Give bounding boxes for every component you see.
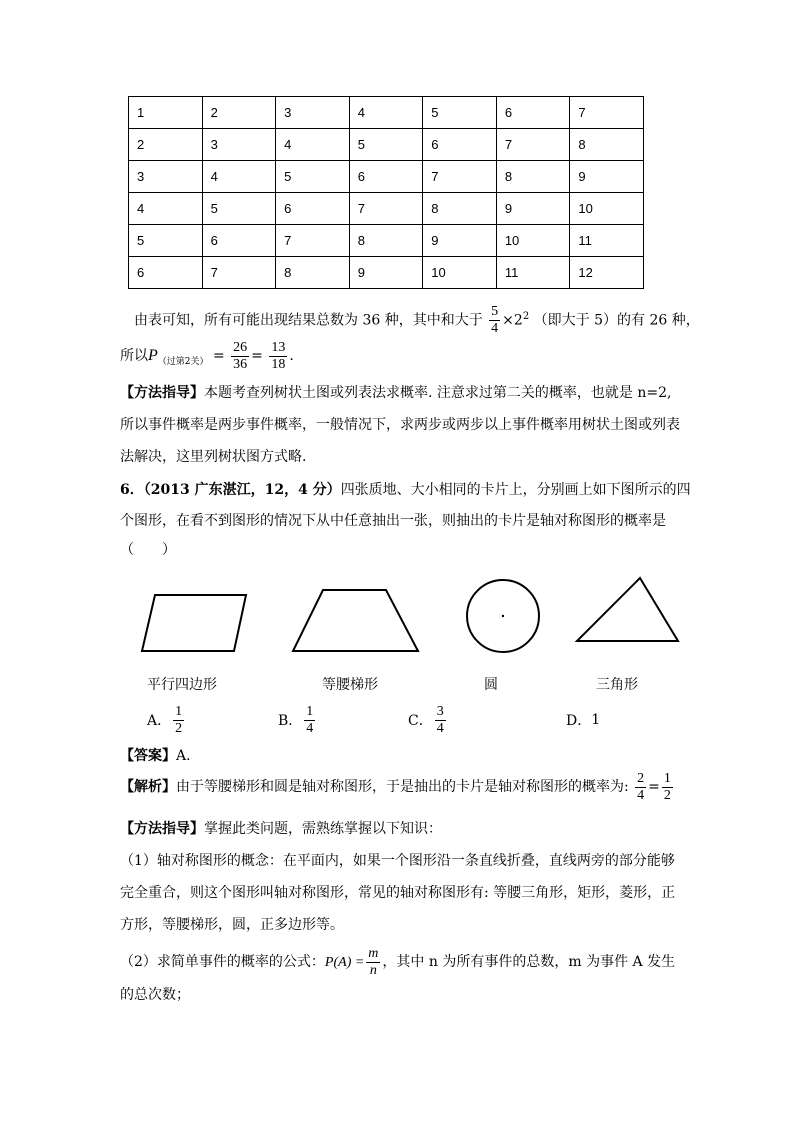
so-text: 所以 bbox=[120, 348, 148, 364]
table-cell: 7 bbox=[276, 225, 350, 257]
option-letter: B． bbox=[278, 713, 303, 729]
table-cell: 4 bbox=[349, 97, 423, 129]
method-p2-line-2: 的总次数； bbox=[120, 987, 190, 1003]
option-c[interactable] bbox=[408, 700, 448, 740]
table-cell: 5 bbox=[129, 225, 203, 257]
equals-sign: = bbox=[648, 779, 660, 795]
fraction-denominator: 4 bbox=[491, 321, 499, 337]
table-row bbox=[129, 129, 644, 161]
table-cell: 7 bbox=[202, 257, 276, 289]
table-cell: 11 bbox=[496, 257, 570, 289]
answer-line bbox=[120, 746, 191, 766]
table-cell: 4 bbox=[276, 129, 350, 161]
exponent: 2 bbox=[522, 311, 530, 322]
probability-line bbox=[120, 338, 294, 380]
table-cell: 8 bbox=[423, 193, 497, 225]
result-summary-line bbox=[134, 300, 700, 338]
table-cell: 3 bbox=[202, 129, 276, 161]
answer-value: A. bbox=[176, 748, 191, 764]
table-cell: 8 bbox=[276, 257, 350, 289]
table-cell: 10 bbox=[496, 225, 570, 257]
option-letter: A． bbox=[147, 713, 172, 729]
fraction-denominator: 36 bbox=[233, 356, 248, 372]
sum-table bbox=[128, 96, 644, 289]
equals-sign-2: = bbox=[251, 348, 263, 364]
table-cell: 8 bbox=[570, 129, 644, 161]
fraction-five-fourths bbox=[489, 304, 500, 337]
fraction-numerator: 1 bbox=[663, 770, 671, 786]
table-cell: 9 bbox=[496, 193, 570, 225]
table-row bbox=[129, 161, 644, 193]
fraction-denominator: n bbox=[369, 962, 377, 978]
table-cell: 7 bbox=[423, 161, 497, 193]
option-letter: C． bbox=[408, 713, 433, 729]
shapes-figure bbox=[0, 570, 794, 670]
trapezoid-shape bbox=[293, 590, 418, 651]
summary-text-a: 由表可知，所有可能出现结果总数为 36 种，其中和大于 bbox=[134, 312, 483, 329]
table-cell: 11 bbox=[570, 225, 644, 257]
fraction-numerator: 13 bbox=[271, 339, 286, 355]
option-value: 1 bbox=[591, 712, 601, 728]
table-cell: 9 bbox=[570, 161, 644, 193]
table-cell: 5 bbox=[276, 161, 350, 193]
method-text-1: 本题考查列树状土图或列表法求概率. 注意求过第二关的概率，也就是 n=2, bbox=[204, 385, 672, 401]
method-intro: 掌握此类问题，需熟练掌握以下知识： bbox=[204, 821, 442, 837]
question-source: （2013 广东湛江，12，4 分） bbox=[143, 482, 341, 498]
fraction-numerator: 2 bbox=[637, 770, 645, 786]
circle-center-dot bbox=[502, 615, 504, 617]
table-cell: 8 bbox=[349, 225, 423, 257]
question-6-line-2: 个图形，在看不到图形的情况下从中任意抽出一张，则抽出的卡片是轴对称图形的概率是 bbox=[120, 513, 666, 529]
table-cell: 6 bbox=[129, 257, 203, 289]
table-cell: 3 bbox=[129, 161, 203, 193]
question-text-1: 四张质地、大小相同的卡片上，分别画上如下图所示的四 bbox=[340, 482, 691, 498]
fraction-denominator: 2 bbox=[175, 720, 183, 736]
table-cell: 9 bbox=[349, 257, 423, 289]
label-parallelogram: 平行四边形 bbox=[147, 677, 217, 693]
table-cell: 7 bbox=[496, 129, 570, 161]
table-cell: 6 bbox=[276, 193, 350, 225]
table-row bbox=[129, 97, 644, 129]
option-letter: D． bbox=[566, 713, 592, 729]
table-cell: 6 bbox=[349, 161, 423, 193]
analysis-text: 由于等腰梯形和圆是轴对称图形，于是抽出的卡片是轴对称图形的概率为: bbox=[176, 779, 629, 795]
method-intro-line bbox=[120, 819, 442, 839]
prev-method-line-2: 所以事件概率是两步事件概率，一般情况下，求两步或两步以上事件概率用树状土图或列表 bbox=[120, 417, 680, 433]
p-symbol: P bbox=[148, 347, 158, 364]
method-tag: 【方法指导】 bbox=[120, 821, 204, 837]
option-fraction bbox=[304, 704, 315, 737]
method-p1-line-1: （1）轴对称图形的概念：在平面内，如果一个图形沿一条直线折叠，直线两旁的部分能够 bbox=[120, 853, 675, 869]
method-p2-text-a: （2）求简单事件的概率的公式： bbox=[120, 954, 325, 970]
fraction-13-18 bbox=[269, 340, 287, 373]
label-circle: 圆 bbox=[484, 677, 498, 693]
fraction-numerator: 3 bbox=[436, 703, 444, 719]
table-cell: 10 bbox=[570, 193, 644, 225]
fraction-numerator: m bbox=[368, 945, 379, 961]
fraction-denominator: 4 bbox=[436, 720, 444, 736]
option-fraction bbox=[435, 704, 446, 737]
table-cell: 12 bbox=[570, 257, 644, 289]
table-cell: 5 bbox=[423, 97, 497, 129]
method-p2-text-b: ，其中 n 为所有事件的总数，m 为事件 A 发生 bbox=[382, 954, 676, 970]
prev-method-line-1 bbox=[120, 383, 671, 403]
question-6-line-1 bbox=[120, 480, 691, 500]
fraction-numerator: 26 bbox=[233, 339, 248, 355]
answer-blank: （ ） bbox=[120, 542, 176, 558]
table-cell: 9 bbox=[423, 225, 497, 257]
analysis-fraction-2 bbox=[662, 771, 673, 804]
formula-fraction bbox=[366, 946, 380, 979]
option-fraction bbox=[173, 704, 184, 737]
table-row bbox=[129, 193, 644, 225]
table-cell: 6 bbox=[496, 97, 570, 129]
fraction-denominator: 4 bbox=[637, 787, 645, 803]
option-a[interactable] bbox=[147, 700, 186, 740]
times-two: ×2 bbox=[502, 312, 523, 329]
table-cell: 6 bbox=[202, 225, 276, 257]
formula-lhs: P(A) = bbox=[324, 955, 365, 970]
table-cell: 3 bbox=[276, 97, 350, 129]
table-cell: 7 bbox=[570, 97, 644, 129]
fraction-denominator: 18 bbox=[271, 356, 286, 372]
period: . bbox=[289, 348, 294, 364]
parallelogram-shape bbox=[142, 595, 246, 651]
analysis-tag: 【解析】 bbox=[120, 779, 176, 795]
label-triangle: 三角形 bbox=[596, 677, 638, 693]
table-cell: 6 bbox=[423, 129, 497, 161]
fraction-numerator: 1 bbox=[306, 703, 314, 719]
analysis-fraction-1 bbox=[635, 771, 646, 804]
option-d[interactable] bbox=[566, 700, 600, 740]
fraction-numerator: 1 bbox=[175, 703, 183, 719]
method-p2-line-1 bbox=[120, 940, 675, 985]
label-trapezoid: 等腰梯形 bbox=[322, 677, 378, 693]
method-p1-line-2: 完全重合，则这个图形叫轴对称图形，常见的轴对称图形有: 等腰三角形，矩形，菱形，正 bbox=[120, 885, 676, 901]
triangle-shape bbox=[577, 578, 678, 641]
fraction-26-36 bbox=[231, 340, 249, 373]
table-row bbox=[129, 225, 644, 257]
question-number: 6． bbox=[120, 482, 144, 498]
answer-tag: 【答案】 bbox=[120, 748, 176, 764]
table-cell: 10 bbox=[423, 257, 497, 289]
table-cell: 2 bbox=[129, 129, 203, 161]
method-tag: 【方法指导】 bbox=[120, 385, 204, 401]
table-cell: 1 bbox=[129, 97, 203, 129]
fraction-denominator: 2 bbox=[663, 787, 671, 803]
fraction-numerator: 5 bbox=[491, 304, 499, 320]
table-cell: 7 bbox=[349, 193, 423, 225]
analysis-line bbox=[120, 768, 675, 806]
table-row bbox=[129, 257, 644, 289]
option-b[interactable] bbox=[278, 700, 317, 740]
table-cell: 2 bbox=[202, 97, 276, 129]
summary-text-b: （即大于 5）的有 26 种， bbox=[533, 312, 700, 329]
p-subscript: （过第2关） bbox=[157, 356, 209, 367]
equals-sign: = bbox=[212, 348, 225, 364]
table-cell: 5 bbox=[349, 129, 423, 161]
table-cell: 5 bbox=[202, 193, 276, 225]
table-cell: 8 bbox=[496, 161, 570, 193]
method-p1-line-3: 方形，等腰梯形，圆，正多边形等。 bbox=[120, 917, 344, 933]
prev-method-line-3: 法解决，这里列树状图方式略. bbox=[120, 449, 307, 465]
table-cell: 4 bbox=[129, 193, 203, 225]
fraction-denominator: 4 bbox=[306, 720, 314, 736]
table-cell: 4 bbox=[202, 161, 276, 193]
